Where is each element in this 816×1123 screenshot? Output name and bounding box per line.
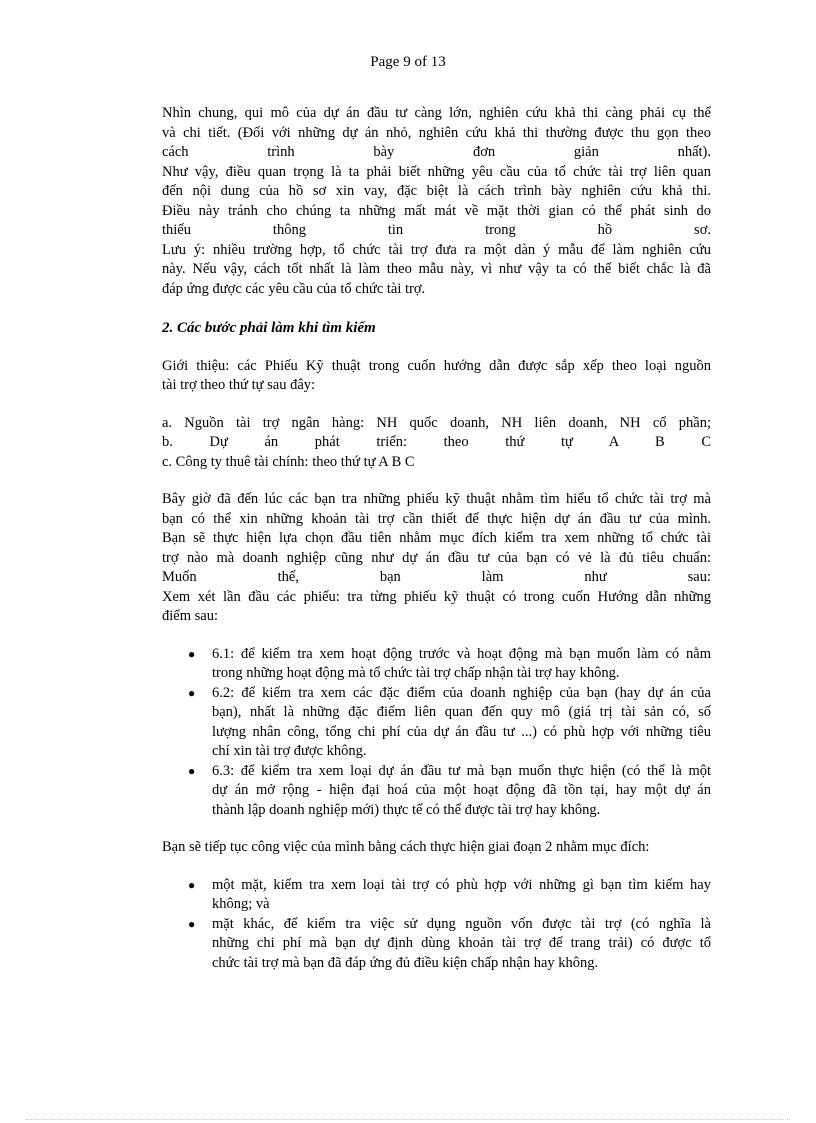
text-line: dự án mở rộng - hiện đại hoá của một hoạt động đã tồn tại, hay một dự án <box>212 782 711 798</box>
text-line: một mặt, kiểm tra xem loại tài trợ có phù hợp với những gì bạn tìm kiếm hay <box>212 876 711 893</box>
list-item <box>162 915 711 974</box>
bullet-icon: ● <box>188 763 196 778</box>
text-line: và chi tiết. (Đối với những dự án nhỏ, nghiên cứu khả thi thường được thu gọn theo <box>162 124 711 141</box>
stage2-bullet-list <box>162 876 711 974</box>
text-line: lượng nhân công, tổng chi phí của dự án đầu tư ...) có phù hợp với những tiêu <box>212 723 711 740</box>
paragraph-intro <box>162 357 711 396</box>
text-line: bạn có thể xin những khoản tài trợ cần thiết để thực hiện dự án đầu tư của mình. <box>162 510 711 527</box>
funding-source-list <box>162 414 711 473</box>
list-item <box>162 876 711 915</box>
bullet-icon: ● <box>188 685 196 700</box>
list-item <box>162 762 711 821</box>
text-line: 6.2: để kiểm tra xem các đặc điểm của doanh nghiệp của bạn (hay dự án của <box>212 684 711 701</box>
text-line: cách trình bày đơn giản nhất). <box>162 144 711 160</box>
text-line: mặt khác, để kiểm tra việc sử dụng nguồn vốn được tài trợ (có nghĩa là <box>212 915 711 932</box>
funding-source-item: b. Dự án phát triển: theo thứ tự A B C <box>162 434 711 450</box>
criteria-bullet-list <box>162 645 711 821</box>
document-body <box>162 104 711 973</box>
text-line: tài trợ theo thứ tự sau đây: <box>162 377 316 393</box>
text-line: Muốn thế, bạn làm như sau: <box>162 569 711 585</box>
text-line: 6.1: để kiểm tra xem hoạt động trước và hoạt động mà bạn muốn làm có nằm <box>212 645 711 662</box>
page-bottom-divider <box>26 1119 790 1120</box>
list-item <box>162 684 711 762</box>
text-line: những chi phí mà bạn dự định dùng khoản tài trợ để trang trải) có được tổ <box>212 935 711 951</box>
text-line: chí xin tài trợ được không. <box>212 743 367 759</box>
text-line: Lưu ý: nhiều trường hợp, tổ chức tài trợ đưa ra một dàn ý mẫu để làm nghiên cứu <box>162 241 711 258</box>
text-line: Xem xét lần đầu các phiếu: tra từng phiếu kỹ thuật có trong cuốn Hướng dẫn những <box>162 588 711 605</box>
text-line: Bạn sẽ thực hiện lựa chọn đầu tiên nhằm mục đích kiểm tra xem những tổ chức tài <box>162 530 711 546</box>
text-line: chức tài trợ mà bạn đã đáp ứng đủ điều kiện chấp nhận hay không. <box>212 954 599 971</box>
paragraph-next-step: Bạn sẽ tiếp tục công việc của mình bằng cách thực hiện giai đoạn 2 nhằm mục đích: <box>162 839 650 855</box>
text-line: trợ nào mà doanh nghiệp cũng như dự án đầu tư của bạn có vẻ là đủ tiêu chuẩn: <box>162 549 711 566</box>
text-line: thành lập doanh nghiệp mới) thực tế có thể được tài trợ hay không. <box>212 801 601 818</box>
text-line: đáp ứng được các yêu cầu của tổ chức tài trợ. <box>162 280 426 297</box>
list-item <box>162 645 711 684</box>
text-line: bạn), nhất là những đặc điểm liên quan đến quy mô (giá trị tài sản có, số <box>212 704 711 720</box>
text-line: trong những hoạt động mà tổ chức tài trợ chấp nhận tài trợ hay không. <box>212 665 620 681</box>
text-line: không; và <box>212 896 270 912</box>
paragraph-selection <box>162 490 711 627</box>
section-heading: 2. Các bước phải làm khi tìm kiếm <box>162 320 376 336</box>
text-line: Nhìn chung, qui mô của dự án đầu tư càng lớn, nghiên cứu khả thi càng phải cụ thể <box>162 105 711 121</box>
page-header: Page 9 of 13 <box>370 54 446 70</box>
bullet-icon: ● <box>188 646 196 661</box>
funding-source-item: c. Công ty thuê tài chính: theo thứ tự A B C <box>162 453 415 470</box>
funding-source-item: a. Nguồn tài trợ ngân hàng: NH quốc doanh, NH liên doanh, NH cổ phần; <box>162 414 711 431</box>
paragraph-project-scale <box>162 104 711 299</box>
text-line: thiếu thông tin trong hồ sơ. <box>162 222 711 238</box>
text-line: Bây giờ đã đến lúc các bạn tra những phiếu kỹ thuật nhằm tìm hiểu tổ chức tài trợ mà <box>162 491 711 507</box>
bullet-icon: ● <box>188 916 196 931</box>
text-line: 6.3: để kiểm tra xem loại dự án đầu tư mà bạn muốn thực hiện (có thể là một <box>212 762 711 779</box>
text-line: Như vậy, điều quan trọng là ta phải biết những yêu cầu của tổ chức tài trợ liên quan <box>162 163 711 180</box>
text-line: điểm sau: <box>162 608 218 624</box>
text-line: đến nội dung của hồ sơ xin vay, đặc biệt là cách trình bày nghiên cứu khả thi. <box>162 183 711 199</box>
bullet-icon: ● <box>188 877 196 892</box>
text-line: Điều này tránh cho chúng ta những mất mát về mặt thời gian có thể phát sinh do <box>162 202 711 219</box>
text-line: này. Nếu vậy, cách tốt nhất là làm theo mẫu này, vì như vậy ta có thể biết chắc là đã <box>162 261 711 277</box>
text-line: Giới thiệu: các Phiếu Kỹ thuật trong cuốn hướng dẫn được sắp xếp theo loại nguồn <box>162 357 711 374</box>
